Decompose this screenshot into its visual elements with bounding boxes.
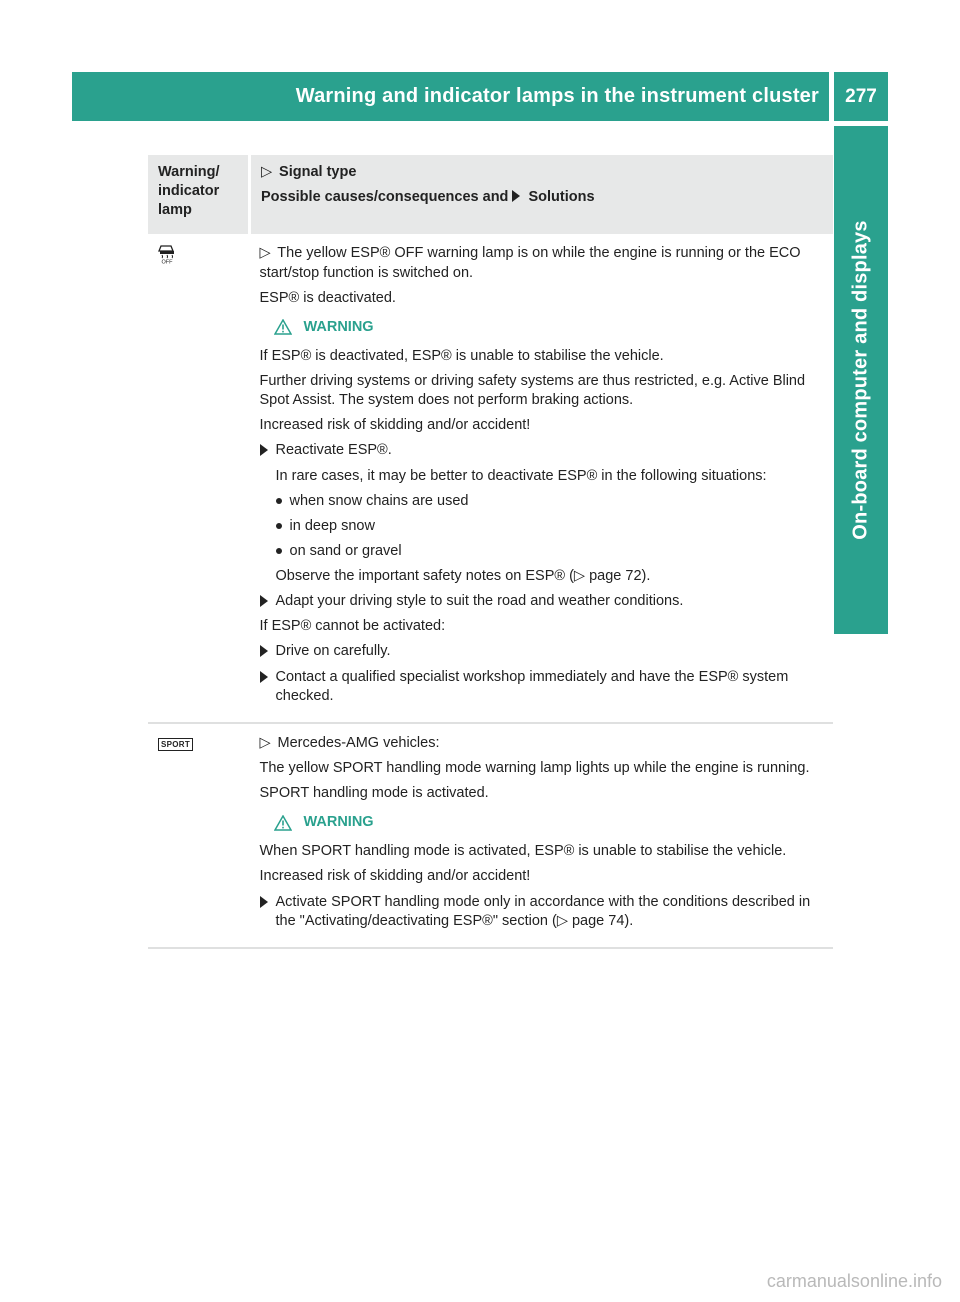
solution-arrow-icon <box>512 190 520 202</box>
step-text: Contact a qualified specialist workshop immediately and have the ESP® system checked. <box>275 668 789 704</box>
list-item-text: on sand or gravel <box>289 542 402 559</box>
bullet-icon <box>276 523 282 529</box>
section-side-tab <box>834 126 888 634</box>
step-text: Drive on carefully. <box>275 643 391 660</box>
status-text: SPORT handling mode is activated. <box>259 785 489 801</box>
page-header <box>72 72 829 121</box>
step-arrow-icon <box>260 671 268 683</box>
causes-label: Possible causes/consequences and <box>261 189 509 206</box>
list-item <box>260 542 824 561</box>
warning-heading <box>274 318 824 337</box>
col-header-signal <box>250 155 834 234</box>
signal-text: Mercedes-AMG vehicles: <box>277 734 440 751</box>
warning-text: Further driving systems or driving safety systems are thus restricted, e.g. Active Blind Spot Assist. The system does not perform braking actions. <box>259 373 806 409</box>
page-number: 277 <box>834 72 888 121</box>
list-item <box>260 517 824 536</box>
warning-triangle-icon <box>274 319 292 335</box>
lamp-cell <box>148 234 250 722</box>
signal-icon: ▷ <box>259 734 271 751</box>
warning-text: When SPORT handling mode is activated, ESP® is unable to stabilise the vehicle. <box>259 843 787 860</box>
step-arrow-icon <box>260 444 268 456</box>
description-cell <box>250 723 834 948</box>
instruction-step <box>260 592 824 611</box>
warning-label: WARNING <box>303 814 374 831</box>
side-tab-label: On-board computer and displays <box>849 220 872 540</box>
signal-text: The yellow ESP® OFF warning lamp is on while the engine is running or the ECO start/stop function is switched on. <box>259 245 801 281</box>
list-item-text: when snow chains are used <box>289 492 469 509</box>
signal-type-icon: ▷ <box>261 164 273 180</box>
instruction-step <box>260 893 824 931</box>
lamp-cell <box>148 723 250 948</box>
step-text: Reactivate ESP®. <box>275 442 392 459</box>
signal-icon: ▷ <box>259 245 271 262</box>
bullet-icon <box>276 498 282 504</box>
instruction-step <box>260 642 824 661</box>
table-row <box>148 234 833 722</box>
table-header-row <box>148 155 833 234</box>
step-text: Adapt your driving style to suit the road and weather conditions. <box>275 593 684 610</box>
warning-heading <box>274 813 824 832</box>
warning-triangle-icon <box>274 815 292 831</box>
signal-type-label: Signal type <box>279 164 357 180</box>
page-reference: Observe the important safety notes on ESP® (▷ page 72). <box>275 568 651 584</box>
svg-text:OFF: OFF <box>161 259 173 265</box>
watermark[interactable]: carmanualsonline.info <box>766 1271 942 1291</box>
step-arrow-icon <box>260 595 268 607</box>
bullet-icon <box>276 548 282 554</box>
sport-lamp-icon: SPORT <box>158 738 193 751</box>
header-title: Warning and indicator lamps in the instrument cluster <box>295 85 819 107</box>
col-header-lamp: Warning/ indicator lamp <box>148 155 250 234</box>
esp-off-icon <box>158 244 176 264</box>
warning-text: If ESP® is deactivated, ESP® is unable to stabilise the vehicle. <box>259 347 664 364</box>
warning-label: WARNING <box>303 318 374 335</box>
instruction-step <box>260 668 824 706</box>
step-arrow-icon <box>260 645 268 657</box>
solutions-label: Solutions <box>528 189 595 206</box>
warning-text: Increased risk of skidding and/or accident! <box>259 868 531 885</box>
status-text: ESP® is deactivated. <box>259 289 396 306</box>
step-text: Activate SPORT handling mode only in accordance with the conditions described in the "Activating/deactivating ESP®" section (▷ page 74). <box>275 893 811 929</box>
side-marker <box>834 586 888 634</box>
step-note: In rare cases, it may be better to deactivate ESP® in the following situations: <box>275 467 767 484</box>
description-text: The yellow SPORT handling mode warning lamp lights up while the engine is running. <box>259 759 810 776</box>
table-row <box>148 723 833 948</box>
instruction-step <box>260 441 824 460</box>
list-item <box>260 492 824 511</box>
warning-text: Increased risk of skidding and/or accident! <box>259 417 531 434</box>
warning-lamp-table <box>148 155 833 949</box>
condition-text: If ESP® cannot be activated: <box>259 618 446 635</box>
list-item-text: in deep snow <box>289 517 375 534</box>
description-cell <box>250 234 834 722</box>
step-arrow-icon <box>260 896 268 908</box>
